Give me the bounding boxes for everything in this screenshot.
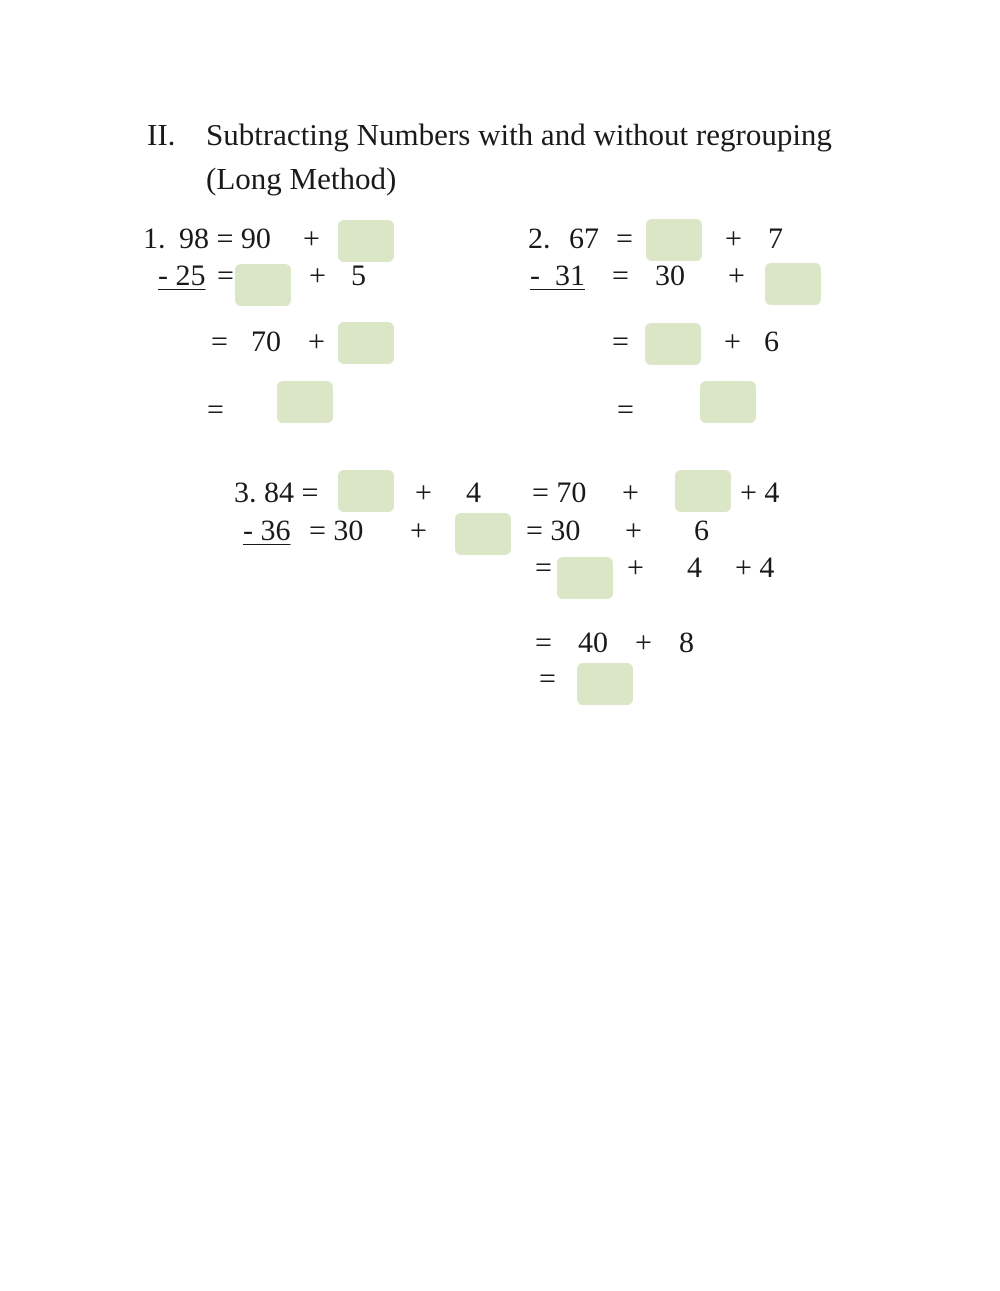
- section-title: Subtracting Numbers with and without regrouping: [206, 117, 832, 152]
- problem-2-answer-box-3[interactable]: [645, 323, 701, 365]
- problem-1-row4-equals: =: [207, 393, 224, 426]
- problem-1-number: 1.: [143, 222, 166, 255]
- problem-2-row2-plus: +: [728, 259, 745, 292]
- problem-2-answer-box-2[interactable]: [765, 263, 821, 305]
- problem-3-answer-box-1[interactable]: [338, 470, 394, 512]
- problem-3-row1-plus: +: [415, 476, 432, 509]
- problem-2-row1-plus: +: [725, 222, 742, 255]
- problem-2-answer-box-4[interactable]: [700, 381, 756, 423]
- problem-1-row3-plus: +: [308, 325, 325, 358]
- problem-3-subtrahend: - 36: [243, 514, 291, 547]
- problem-3-row4-plus: +: [635, 626, 652, 659]
- problem-1-answer-box-4[interactable]: [277, 381, 333, 423]
- problem-3-row3-plus: +: [627, 551, 644, 584]
- problem-2-row1-equals: =: [616, 222, 633, 255]
- problem-3-row2-ones: 6: [694, 514, 709, 547]
- problem-3-answer-box-3[interactable]: [455, 513, 511, 555]
- problem-3-row2-plus: +: [410, 514, 427, 547]
- problem-1-row2-equals: =: [217, 259, 234, 292]
- problem-1-answer-box-2[interactable]: [235, 264, 291, 306]
- problem-3-row1-expanded: = 70: [532, 476, 587, 509]
- section-subtitle: (Long Method): [206, 161, 397, 196]
- problem-3-row4-ones: 8: [679, 626, 694, 659]
- problem-1-subtrahend: - 25: [158, 259, 206, 292]
- problem-2-subtrahend: - 31: [530, 259, 585, 292]
- problem-3-row4-equals: =: [535, 626, 552, 659]
- problem-2-row2-equals: =: [612, 259, 629, 292]
- problem-1-answer-box-1[interactable]: [338, 220, 394, 262]
- problem-2-row3-plus: +: [724, 325, 741, 358]
- problem-1-row3-tens: 70: [251, 325, 281, 358]
- problem-3-answer-box-5[interactable]: [577, 663, 633, 705]
- problem-1-row1-text: 98 = 90: [179, 222, 271, 255]
- problem-2-number: 2.: [528, 222, 551, 255]
- problem-2-row4-equals: =: [617, 393, 634, 426]
- problem-1-answer-box-3[interactable]: [338, 322, 394, 364]
- problem-3-row5-equals: =: [539, 662, 556, 695]
- problem-3-row1-ones: 4: [466, 476, 481, 509]
- problem-1-row2-ones: 5: [351, 259, 366, 292]
- problem-1-row3-equals: =: [211, 325, 228, 358]
- problem-2-row1-ones: 7: [768, 222, 783, 255]
- problem-3-row2-tens: = 30: [309, 514, 364, 547]
- problem-1-row2-plus: +: [309, 259, 326, 292]
- problem-2-row2-tens: 30: [655, 259, 685, 292]
- section-numeral: II.: [147, 117, 176, 152]
- problem-2-minuend: 67: [569, 222, 599, 255]
- problem-2-answer-box-1[interactable]: [646, 219, 702, 261]
- problem-3-row2-plus-2: +: [625, 514, 642, 547]
- problem-3-answer-box-4[interactable]: [557, 557, 613, 599]
- problem-3-row1-extra: + 4: [740, 476, 780, 509]
- problem-3-row1-text: 3. 84 =: [234, 476, 319, 509]
- problem-3-answer-box-2[interactable]: [675, 470, 731, 512]
- problem-3-row2-expanded: = 30: [526, 514, 581, 547]
- problem-2-row3-ones: 6: [764, 325, 779, 358]
- problem-3-row1-plus-2: +: [622, 476, 639, 509]
- problem-2-row3-equals: =: [612, 325, 629, 358]
- problem-3-row3-ones: 4: [687, 551, 702, 584]
- problem-3-row3-extra: + 4: [735, 551, 775, 584]
- problem-1-row1-plus: +: [303, 222, 320, 255]
- problem-3-row3-equals: =: [535, 551, 552, 584]
- problem-3-row4-tens: 40: [578, 626, 608, 659]
